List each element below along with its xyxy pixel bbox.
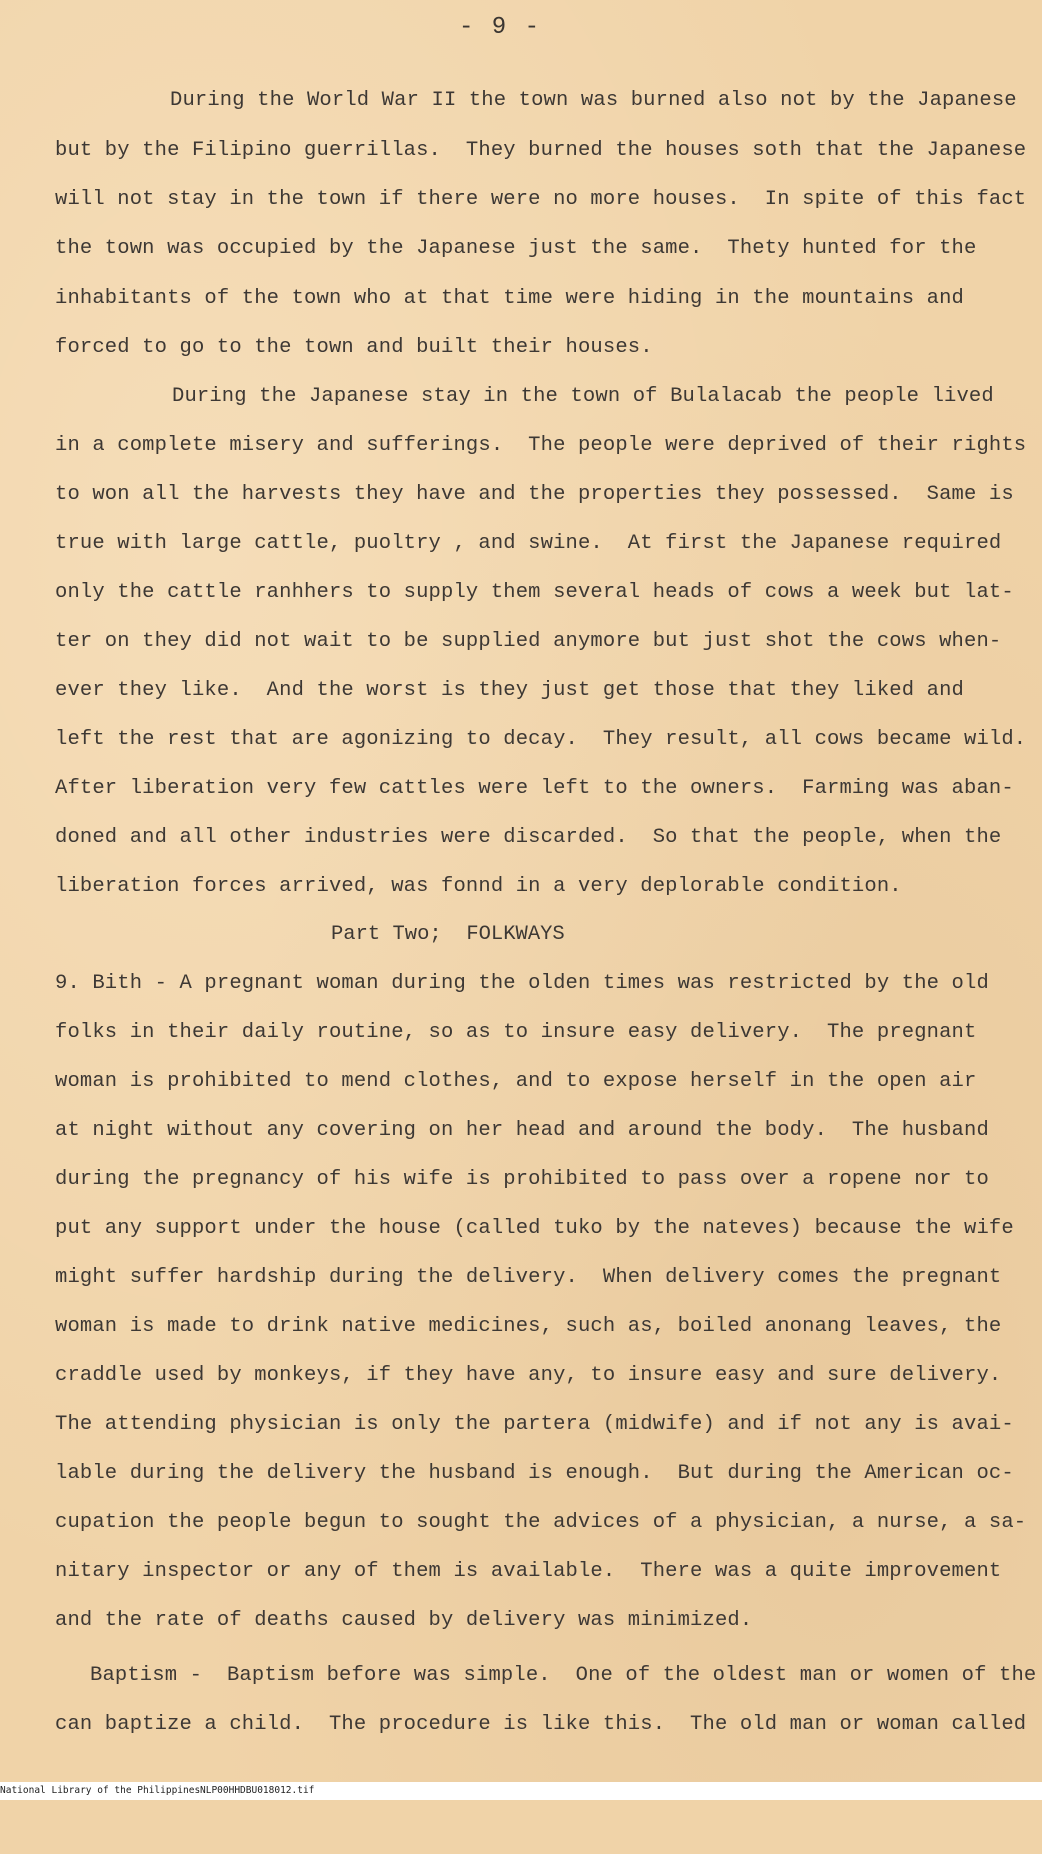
text-line: to won all the harvests they have and the properties they possessed. Same is [55,483,1014,506]
text-line: only the cattle ranhhers to supply them several heads of cows a week but lat- [55,581,1014,604]
text-line: the town was occupied by the Japanese just the same. Thety hunted for the [55,237,977,260]
text-line: nitary inspector or any of them is available. There was a quite improvement [55,1560,1002,1583]
text-line: true with large cattle, puoltry , and swine. At first the Japanese required [55,532,1002,555]
text-line: might suffer hardship during the delivery. When delivery comes the pregnant [55,1266,1002,1289]
page-number: - 9 - [458,14,541,41]
text-line: During the Japanese stay in the town of Bulalacab the people lived [172,385,994,408]
text-line: woman is made to drink native medicines, such as, boiled anonang leaves, the [55,1315,1002,1338]
text-line: left the rest that are agonizing to decay. They result, all cows became wild. [55,728,1027,751]
text-line: during the pregnancy of his wife is prohibited to pass over a ropene nor to [55,1168,989,1191]
text-line: doned and all other industries were discarded. So that the people, when the [55,826,1002,849]
text-line: at night without any covering on her head and around the body. The husband [55,1119,989,1142]
text-line: lable during the delivery the husband is enough. But during the American oc- [55,1462,1014,1485]
footer-filename: NLP00HHDBU018012.tif [200,1785,315,1796]
text-line: inhabitants of the town who at that time were hiding in the mountains and [55,287,964,310]
text-line: in a complete misery and sufferings. The people were deprived of their rights [55,434,1027,457]
text-line: 9. Bith - A pregnant woman during the olden times was restricted by the old [55,972,989,995]
text-line: forced to go to the town and built their houses. [55,336,653,359]
text-line: craddle used by monkeys, if they have any, to insure easy and sure delivery. [55,1364,1002,1387]
text-line: put any support under the house (called tuko by the nateves) because the wife [55,1217,1014,1240]
text-line: ever they like. And the worst is they just get those that they liked and [55,679,964,702]
footer-library: National Library of the Philippines [0,1785,201,1796]
text-line: but by the Filipino guerrillas. They burned the houses soth that the Japanese [55,139,1027,162]
text-line: can baptize a child. The procedure is like this. The old man or woman called [55,1713,1027,1736]
text-line: During the World War II the town was burned also not by the Japanese [170,89,1017,112]
text-line: liberation forces arrived, was fonnd in a very deplorable condition. [55,875,902,898]
scan-footer [0,1782,1042,1800]
text-line: folks in their daily routine, so as to insure easy delivery. The pregnant [55,1021,977,1044]
text-line: Baptism - Baptism before was simple. One of the oldest man or women of the [90,1664,1037,1687]
text-line: will not stay in the town if there were no more houses. In spite of this fact [55,188,1027,211]
section-heading: Part Two; FOLKWAYS [331,923,565,946]
text-line: woman is prohibited to mend clothes, and to expose herself in the open air [55,1070,977,1093]
text-line: cupation the people begun to sought the advices of a physician, a nurse, a sa- [55,1511,1027,1534]
text-line: and the rate of deaths caused by delivery was minimized. [55,1609,753,1632]
text-line: After liberation very few cattles were left to the owners. Farming was aban- [55,777,1014,800]
text-line: ter on they did not wait to be supplied anymore but just shot the cows when- [55,630,1002,653]
text-line: The attending physician is only the partera (midwife) and if not any is avai- [55,1413,1014,1436]
